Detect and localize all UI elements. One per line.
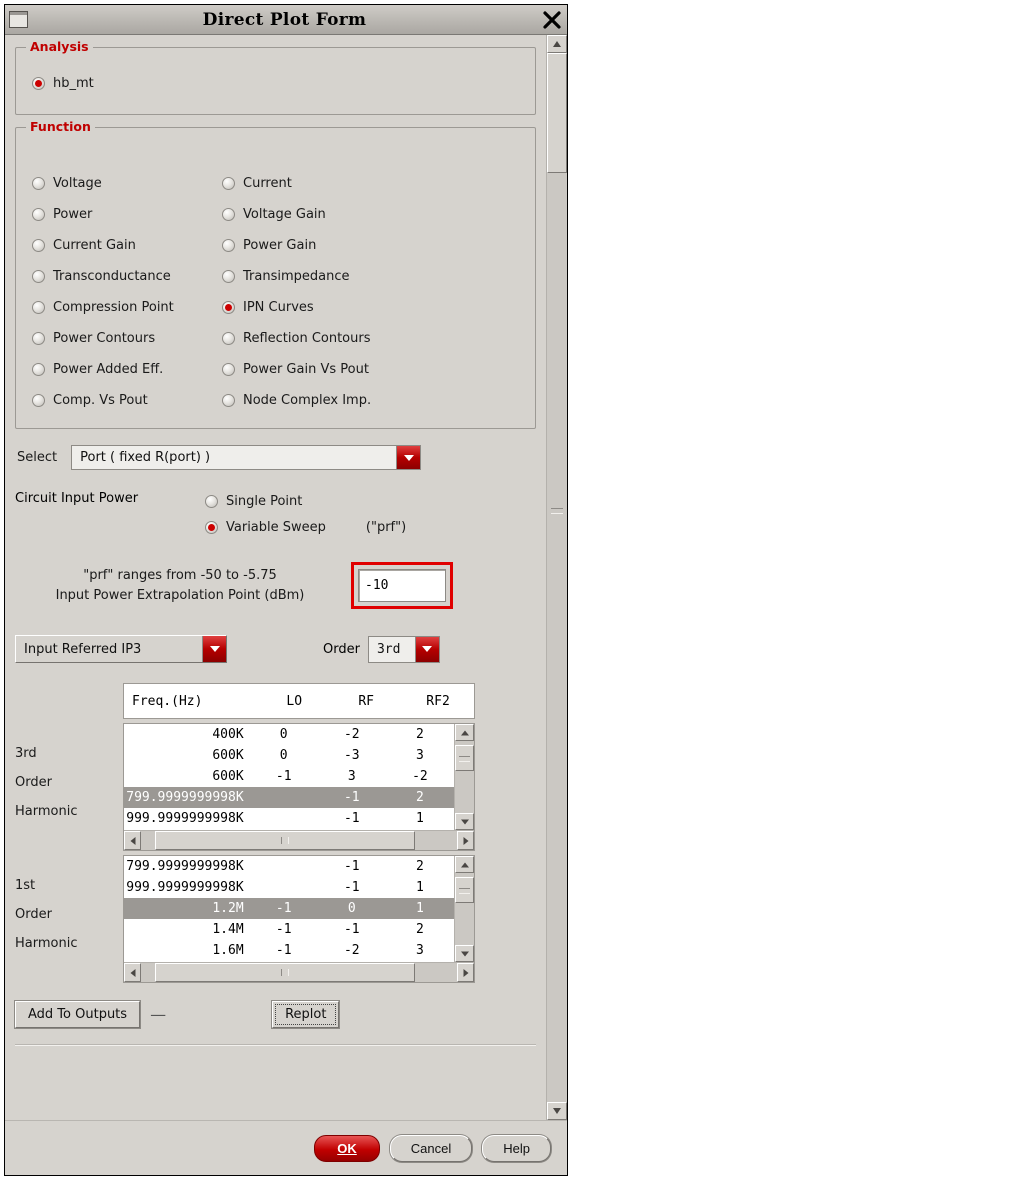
function-option-transimpedance[interactable] (222, 264, 525, 290)
listbox-inner (124, 856, 474, 962)
function-option-label: Transconductance (53, 269, 171, 284)
close-icon[interactable] (541, 9, 563, 31)
function-legend: Function (26, 119, 95, 134)
label-line: Harmonic (15, 936, 78, 951)
function-option-label: Voltage (53, 176, 102, 191)
table-row[interactable] (124, 919, 454, 940)
function-option-power[interactable] (32, 202, 222, 228)
cell-rf2: 3 (416, 748, 424, 763)
scroll-down-icon[interactable] (547, 1102, 567, 1120)
ok-label: OK (337, 1140, 357, 1156)
radio-icon[interactable] (205, 521, 218, 534)
table-row[interactable] (124, 877, 454, 898)
first-order-harmonic-block (15, 855, 536, 983)
scroll-right-icon[interactable] (457, 963, 474, 982)
grip-icon (459, 756, 470, 762)
extrapolation-row (15, 562, 536, 609)
table-row[interactable] (124, 898, 454, 919)
analysis-options (16, 48, 535, 96)
first-order-harmonic-label (15, 855, 123, 983)
cell-rf2: 1 (416, 880, 424, 895)
function-option-voltage-gain[interactable] (222, 202, 525, 228)
divider (15, 1044, 536, 1046)
title-bar (5, 5, 567, 35)
separator-dash: — (150, 1005, 167, 1024)
cell-lo: 0 (279, 748, 288, 763)
scroll-left-icon[interactable] (124, 831, 141, 850)
radio-icon[interactable] (222, 332, 235, 345)
radio-icon[interactable] (32, 332, 45, 345)
grip-icon (459, 888, 470, 894)
select-dropdown-value: Port ( fixed R(port) ) (80, 450, 211, 465)
cell-freq: 1.4M (212, 922, 244, 937)
scroll-up-icon[interactable] (547, 35, 567, 53)
analysis-group (15, 39, 536, 115)
function-option-label: Power Added Eff. (53, 362, 164, 377)
extrapolation-text (15, 566, 345, 606)
listbox-vertical-scrollbar[interactable] (454, 856, 474, 962)
cancel-button[interactable] (390, 1135, 472, 1162)
table-row[interactable] (124, 940, 454, 961)
column-header-rf: RF (358, 693, 374, 709)
frequency-table-header (123, 683, 475, 719)
cell-freq: 799.9999999998K (126, 790, 244, 805)
column-header-freq: Freq.(Hz) (132, 693, 203, 709)
window-body (5, 35, 567, 1120)
radio-icon[interactable] (32, 394, 45, 407)
function-option-power-added-eff[interactable] (32, 357, 222, 383)
scroll-thumb[interactable] (547, 53, 567, 173)
cell-rf: 3 (347, 769, 356, 784)
function-options (32, 168, 525, 416)
scroll-down-icon[interactable] (455, 945, 474, 962)
function-option-power-gain-vs-pout[interactable] (222, 357, 525, 383)
radio-icon[interactable] (222, 301, 235, 314)
cell-rf: -1 (343, 811, 360, 826)
window-title: Direct Plot Form (202, 9, 367, 30)
label-line: Harmonic (15, 804, 78, 819)
scroll-left-icon[interactable] (124, 963, 141, 982)
cell-rf: -2 (343, 943, 360, 958)
window-menu-icon[interactable] (9, 11, 28, 28)
table-row[interactable] (124, 745, 454, 766)
select-dropdown[interactable] (71, 445, 421, 470)
scroll-right-icon[interactable] (457, 831, 474, 850)
circuit-input-power-option-single-point[interactable] (205, 488, 326, 514)
add-to-outputs-button[interactable]: Add To Outputs (15, 1001, 140, 1028)
chevron-down-icon[interactable] (415, 637, 439, 662)
third-order-harmonic-label (15, 723, 123, 851)
listbox-horizontal-scrollbar[interactable] (124, 962, 474, 982)
circuit-input-power-label: Circuit Input Power (15, 491, 139, 506)
table-row[interactable] (124, 856, 454, 877)
analysis-legend: Analysis (26, 39, 93, 54)
radio-icon[interactable] (222, 363, 235, 376)
circuit-input-power-row (15, 488, 536, 540)
function-option-voltage[interactable] (32, 171, 222, 197)
radio-icon[interactable] (222, 208, 235, 221)
radio-icon[interactable] (32, 301, 45, 314)
function-option-ipn-curves[interactable] (222, 295, 525, 321)
scroll-up-icon[interactable] (455, 724, 474, 741)
order-label: Order (323, 641, 360, 657)
scroll-track[interactable] (547, 53, 567, 1102)
replot-wrapper (272, 1001, 339, 1028)
circuit-input-power-option-label: Variable Sweep (226, 519, 326, 535)
column-header-rf2: RF2 (426, 693, 450, 709)
third-order-harmonic-block (15, 723, 536, 851)
listbox-inner (124, 724, 474, 830)
listbox-vertical-scrollbar[interactable] (454, 724, 474, 830)
cell-rf: -1 (343, 859, 360, 874)
function-option-label: Power Gain (243, 238, 317, 253)
extrapolation-point-label: Input Power Extrapolation Point (dBm) (55, 587, 305, 603)
cell-freq: 600K (212, 769, 244, 784)
cancel-label: Cancel (410, 1140, 452, 1156)
scroll-track[interactable] (455, 873, 474, 945)
cell-rf: -2 (343, 727, 360, 742)
help-label: Help (503, 1140, 530, 1156)
cell-freq: 999.9999999998K (126, 811, 244, 826)
scroll-thumb[interactable] (455, 745, 474, 771)
radio-icon[interactable] (222, 394, 235, 407)
scroll-up-icon[interactable] (455, 856, 474, 873)
analysis-option-hb-mt[interactable] (32, 70, 535, 96)
circuit-input-power-options (205, 488, 326, 540)
function-group (15, 119, 536, 429)
function-option-node-complex-imp[interactable] (222, 388, 525, 414)
label-line: Order (15, 775, 52, 790)
function-option-label: Power (53, 207, 93, 222)
scroll-track[interactable] (455, 741, 474, 813)
listbox-horizontal-scrollbar[interactable] (124, 830, 474, 850)
scroll-down-icon[interactable] (455, 813, 474, 830)
cell-rf: 0 (347, 901, 356, 916)
help-button[interactable] (482, 1135, 551, 1162)
cell-rf: -3 (343, 748, 360, 763)
grip-icon (281, 837, 289, 844)
function-option-transconductance[interactable] (32, 264, 222, 290)
label-line: 1st (15, 878, 36, 893)
function-option-label: Voltage Gain (243, 207, 326, 222)
label-line: 3rd (15, 746, 37, 761)
prf-range-text: "prf" ranges from -50 to -5.75 (83, 567, 277, 583)
cell-freq: 600K (212, 748, 244, 763)
function-option-compression-point[interactable] (32, 295, 222, 321)
scroll-thumb[interactable] (155, 831, 415, 850)
radio-icon[interactable] (222, 239, 235, 252)
cell-rf2: 3 (416, 943, 424, 958)
scroll-thumb[interactable] (455, 877, 474, 903)
cell-freq: 400K (212, 727, 244, 742)
function-option-label: Power Gain Vs Pout (243, 362, 369, 377)
function-option-label: Comp. Vs Pout (53, 393, 148, 408)
cell-rf2: 2 (416, 859, 424, 874)
cell-rf2: 2 (416, 922, 424, 937)
function-option-current[interactable] (222, 171, 525, 197)
ipn-type-dropdown[interactable] (15, 635, 227, 663)
function-option-reflection-contours[interactable] (222, 326, 525, 352)
extrapolation-highlight (351, 562, 453, 609)
cell-lo: -1 (275, 922, 292, 937)
cell-rf2: 2 (416, 727, 424, 742)
function-option-current-gain[interactable] (32, 233, 222, 259)
circuit-input-power-option-variable-sweep[interactable] (205, 514, 326, 540)
function-option-label: Current Gain (53, 238, 136, 253)
order-value: 3rd (376, 641, 401, 657)
scroll-track[interactable] (141, 963, 457, 982)
scroll-track[interactable] (141, 831, 457, 850)
cell-rf: -1 (343, 922, 360, 937)
form-content (5, 35, 546, 1120)
ipn-settings-row (15, 635, 536, 663)
radio-icon[interactable] (205, 495, 218, 508)
cell-freq: 799.9999999998K (126, 859, 244, 874)
cell-freq: 999.9999999998K (126, 880, 244, 895)
ok-button[interactable] (314, 1135, 380, 1162)
cell-freq: 1.6M (212, 943, 244, 958)
function-option-power-contours[interactable] (32, 326, 222, 352)
table-row[interactable] (124, 808, 454, 829)
radio-icon[interactable] (32, 208, 45, 221)
radio-icon[interactable] (32, 270, 45, 283)
select-row (15, 445, 536, 470)
analysis-option-label: hb_mt (53, 75, 94, 91)
chevron-down-icon[interactable] (396, 446, 420, 469)
function-option-label: Power Contours (53, 331, 156, 346)
direct-plot-form-window (4, 4, 568, 1176)
function-option-label: Node Complex Imp. (243, 393, 372, 408)
function-option-label: Compression Point (53, 300, 174, 315)
table-row[interactable] (124, 787, 454, 808)
radio-icon[interactable] (32, 239, 45, 252)
circuit-input-power-option-label: Single Point (226, 493, 303, 509)
function-option-label: Reflection Contours (243, 331, 371, 346)
extrapolation-point-input[interactable] (358, 569, 446, 602)
cell-lo: 0 (279, 727, 288, 742)
select-label: Select (17, 450, 58, 465)
cell-rf2: -2 (412, 769, 428, 784)
table-row[interactable] (124, 766, 454, 787)
radio-icon[interactable] (222, 177, 235, 190)
grip-icon (551, 508, 563, 514)
cell-rf2: 1 (416, 811, 424, 826)
function-option-label: IPN Curves (243, 300, 314, 315)
order-dropdown[interactable] (368, 636, 440, 663)
function-option-comp-vs-pout[interactable] (32, 388, 222, 414)
table-row[interactable] (124, 724, 454, 745)
form-vertical-scrollbar[interactable] (546, 35, 567, 1120)
radio-icon[interactable] (32, 77, 45, 90)
cell-lo: -1 (275, 769, 292, 784)
radio-icon[interactable] (222, 270, 235, 283)
cell-rf: -1 (343, 880, 360, 895)
third-order-harmonic-listbox[interactable] (123, 723, 475, 851)
listbox-rows (124, 724, 454, 830)
scroll-thumb[interactable] (155, 963, 415, 982)
cell-rf: -1 (343, 790, 360, 805)
chevron-down-icon[interactable] (202, 636, 226, 662)
label-line: Order (15, 907, 52, 922)
radio-icon[interactable] (32, 363, 45, 376)
cell-lo: -1 (275, 943, 292, 958)
function-option-label: Current (243, 176, 292, 191)
cell-freq: 1.2M (212, 901, 244, 916)
function-option-label: Transimpedance (243, 269, 350, 284)
radio-icon[interactable] (32, 177, 45, 190)
ipn-type-value: Input Referred IP3 (24, 641, 142, 657)
dialog-footer (5, 1120, 567, 1175)
cell-rf2: 2 (416, 790, 424, 805)
column-header-lo: LO (286, 693, 303, 709)
cell-lo: -1 (275, 901, 292, 916)
cell-rf2: 1 (416, 901, 424, 916)
prf-variable-note: ("prf") (365, 520, 407, 535)
listbox-rows (124, 856, 454, 962)
replot-button[interactable]: Replot (272, 1001, 339, 1028)
action-row (15, 1001, 536, 1028)
first-order-harmonic-listbox[interactable] (123, 855, 475, 983)
grip-icon (281, 969, 289, 976)
function-option-power-gain[interactable] (222, 233, 525, 259)
